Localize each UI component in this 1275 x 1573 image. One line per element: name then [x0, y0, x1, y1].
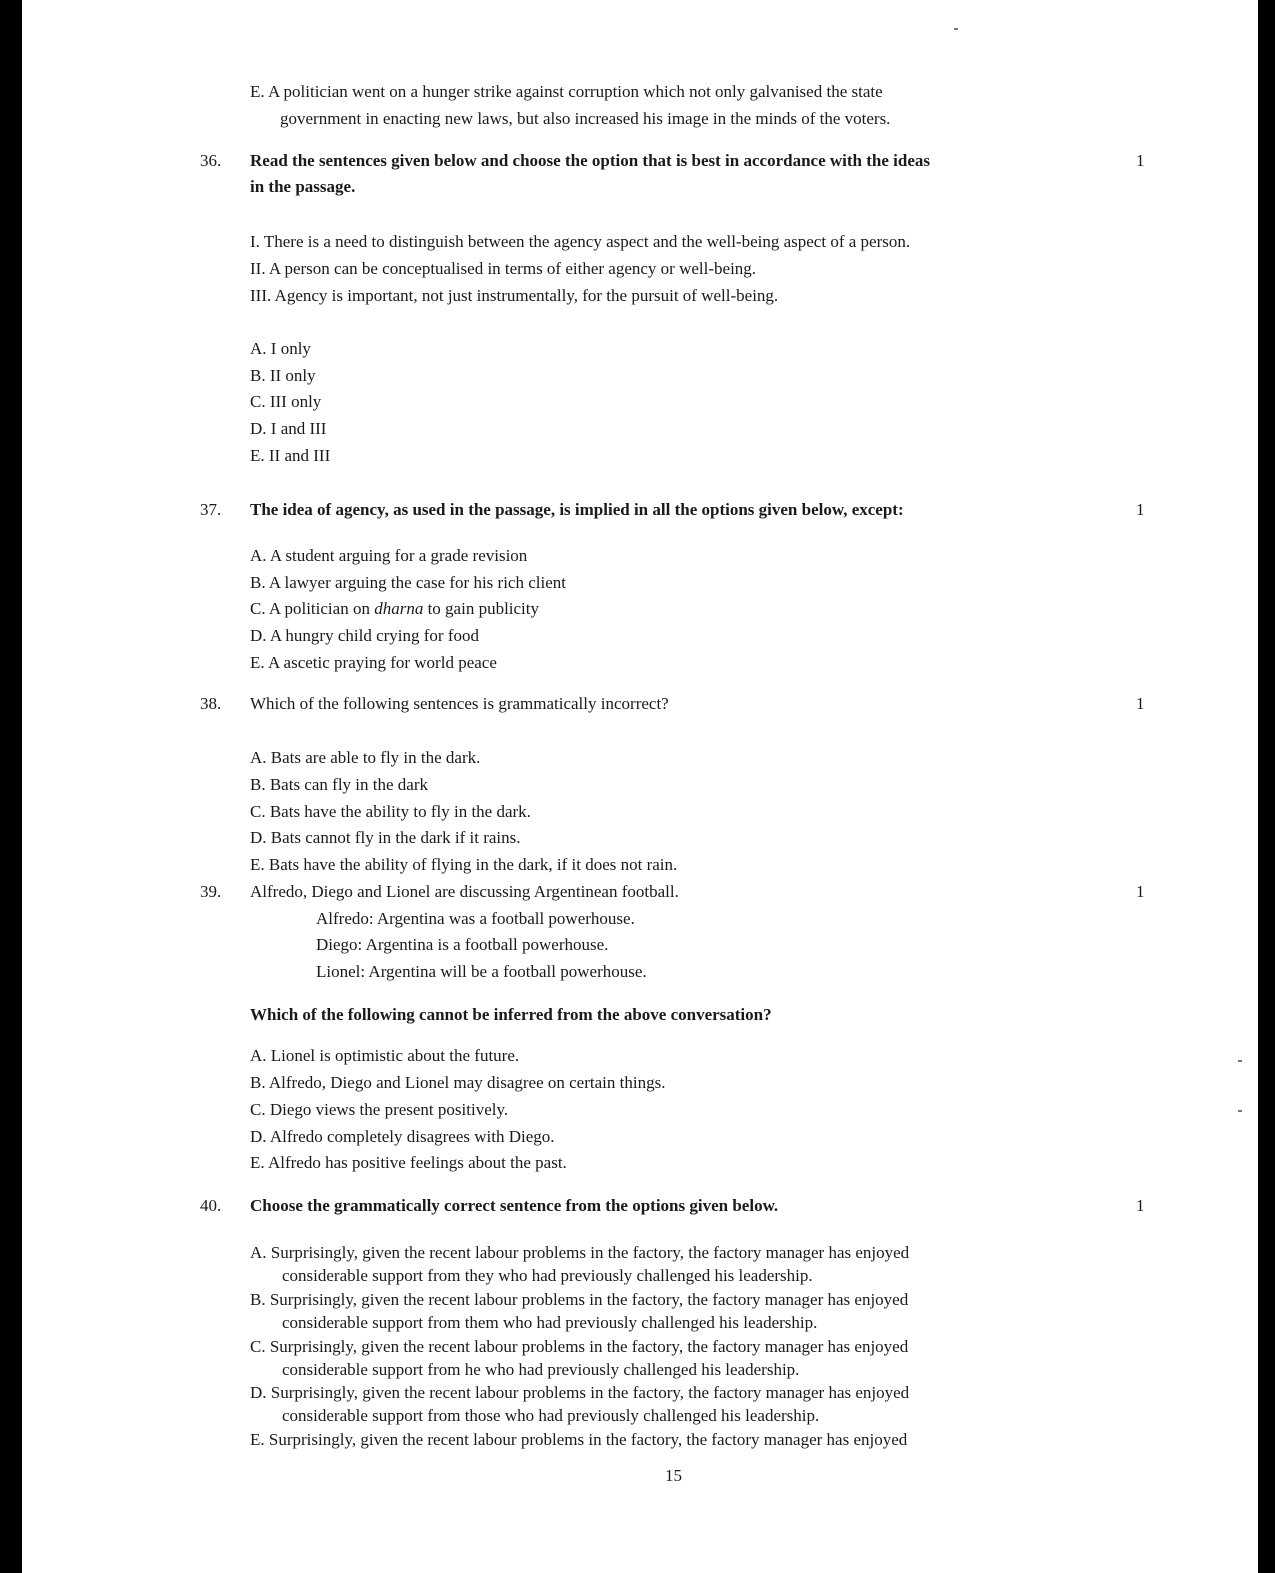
q38-mark: 1: [1136, 694, 1145, 713]
q39-dialogue-lionel: Lionel: Argentina will be a football powerhouse.: [316, 962, 647, 981]
q40-stem: Choose the grammatically correct sentence from the options given below.: [250, 1196, 779, 1215]
page-number: 15: [665, 1466, 682, 1485]
q40-number: 40.: [200, 1196, 222, 1215]
q37-number: 37.: [200, 500, 222, 519]
q36-option-a: A. I only: [250, 339, 311, 358]
q39-option-b: B. Alfredo, Diego and Lionel may disagree on certain things.: [250, 1073, 666, 1092]
q35-option-e-line2: government in enacting new laws, but also increased his image in the minds of the voters.: [280, 109, 891, 128]
q40-option-b-line2: considerable support from them who had previously challenged his leadership.: [282, 1313, 818, 1332]
q38-option-c: C. Bats have the ability to fly in the dark.: [250, 802, 531, 821]
q40-mark: 1: [1136, 1196, 1145, 1215]
q36-option-c: C. III only: [250, 392, 322, 411]
q39-dialogue-diego: Diego: Argentina is a football powerhouse.: [316, 935, 609, 954]
q38-option-b: B. Bats can fly in the dark: [250, 775, 428, 794]
q39-option-a: A. Lionel is optimistic about the future.: [250, 1046, 520, 1065]
q37-option-a: A. A student arguing for a grade revision: [250, 546, 528, 565]
q36-statement-1: I. There is a need to distinguish between the agency aspect and the well-being aspect of a person.: [250, 232, 911, 251]
q37-option-c-lead: C. A politician on: [250, 599, 375, 618]
q37-option-e: E. A ascetic praying for world peace: [250, 653, 497, 672]
q37-option-c: [250, 598, 539, 620]
q36-option-d: D. I and III: [250, 419, 327, 438]
q36-stem-line1: Read the sentences given below and choose the option that is best in accordance with the ideas: [250, 151, 930, 170]
q36-number: 36.: [200, 151, 222, 170]
q36-mark: 1: [1136, 151, 1145, 170]
q40-option-d-line2: considerable support from those who had previously challenged his leadership.: [282, 1406, 820, 1425]
scan-speck: [1238, 1110, 1242, 1112]
q40-option-e-line1: E. Surprisingly, given the recent labour problems in the factory, the factory manager has enjoyed: [250, 1430, 908, 1449]
q39-option-d: D. Alfredo completely disagrees with Diego.: [250, 1127, 555, 1146]
q37-option-d: D. A hungry child crying for food: [250, 626, 479, 645]
q37-option-c-tail: to gain publicity: [423, 599, 540, 618]
q38-option-e: E. Bats have the ability of flying in the dark, if it does not rain.: [250, 855, 678, 874]
q36-statement-2: II. A person can be conceptualised in terms of either agency or well-being.: [250, 259, 757, 278]
q39-option-e: E. Alfredo has positive feelings about the past.: [250, 1153, 567, 1172]
q37-option-b: B. A lawyer arguing the case for his rich client: [250, 573, 566, 592]
q40-option-a-line1: A. Surprisingly, given the recent labour problems in the factory, the factory manager has enjoyed: [250, 1243, 910, 1262]
q36-option-e: E. II and III: [250, 446, 331, 465]
q38-option-a: A. Bats are able to fly in the dark.: [250, 748, 481, 767]
q37-stem: The idea of agency, as used in the passage, is implied in all the options given below, except:: [250, 500, 904, 519]
q38-option-d: D. Bats cannot fly in the dark if it rains.: [250, 828, 521, 847]
q39-intro: Alfredo, Diego and Lionel are discussing Argentinean football.: [250, 882, 679, 901]
q40-option-a-line2: considerable support from they who had previously challenged his leadership.: [282, 1266, 813, 1285]
q39-mark: 1: [1136, 882, 1145, 901]
q38-stem: Which of the following sentences is grammatically incorrect?: [250, 694, 669, 713]
q40-option-d-line1: D. Surprisingly, given the recent labour problems in the factory, the factory manager has enjoyed: [250, 1383, 910, 1402]
q37-option-c-italic: dharna: [374, 599, 424, 618]
q39-option-c: C. Diego views the present positively.: [250, 1100, 509, 1119]
q37-mark: 1: [1136, 500, 1145, 519]
scan-speck: [954, 28, 958, 30]
scan-speck: [1238, 1060, 1242, 1062]
q36-stem-line2: in the passage.: [250, 177, 356, 196]
q40-option-c-line1: C. Surprisingly, given the recent labour problems in the factory, the factory manager has enjoyed: [250, 1337, 909, 1356]
q39-dialogue-alfredo: Alfredo: Argentina was a football powerhouse.: [316, 909, 635, 928]
q36-option-b: B. II only: [250, 366, 316, 385]
q36-statement-3: III. Agency is important, not just instrumentally, for the pursuit of well-being.: [250, 286, 779, 305]
q40-option-c-line2: considerable support from he who had previously challenged his leadership.: [282, 1360, 800, 1379]
q35-option-e-line1: E. A politician went on a hunger strike against corruption which not only galvanised the state: [250, 82, 883, 101]
q39-number: 39.: [200, 882, 222, 901]
exam-page: [22, 0, 1258, 1573]
q38-number: 38.: [200, 694, 222, 713]
q40-option-b-line1: B. Surprisingly, given the recent labour problems in the factory, the factory manager has enjoyed: [250, 1290, 909, 1309]
q39-question: Which of the following cannot be inferred from the above conversation?: [250, 1005, 772, 1024]
